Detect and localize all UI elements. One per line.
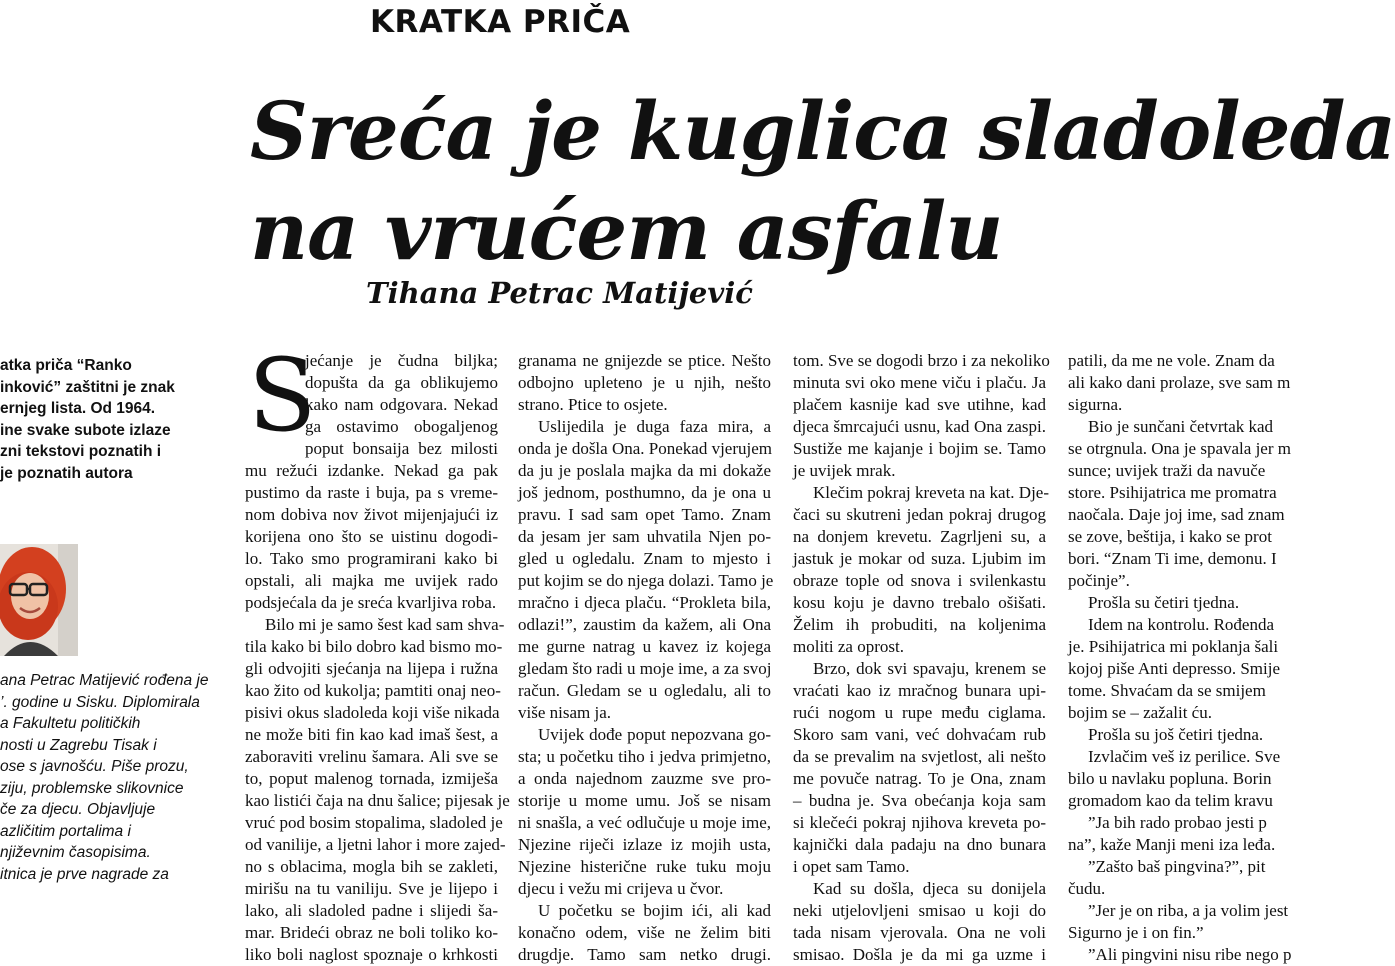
article-line: Sigurno je i on fin.” [1068,923,1204,942]
drop-cap: S [248,337,317,454]
article-line: ”Ja bih rado probao jesti p [1088,813,1267,832]
article-line: odbojno upleteno je u njih, nešto [518,373,771,392]
article-line: U početku se bojim ići, ali kad [538,901,771,920]
article-line: se otrgnula. Ona je spavala jer m [1068,439,1291,458]
article-line: Sustiže me kajanje i bojim se. Tamo [793,439,1046,458]
article-line: da ju je poslala majka da mi dokaže [518,461,771,480]
author-photo [0,544,78,656]
article-line: gledam što radi u moje ime, a za svoj [518,659,772,678]
article-line: kojoj piše Anti depresso. Smije [1068,659,1281,678]
article-line: to, poput malenog tornada, izmiješa [245,769,498,788]
article-line: pustimo da raste i buja, pa s vreme- [245,483,498,502]
article-line: liko boli naglost spoznaje o krhkosti [245,945,498,964]
article-line: Bio je sunčani četvrtak kad [1088,417,1274,436]
article-line: Njezine riječi izlaze iz mojih usta, [518,835,771,854]
article-line: kao listići čaja na dnu šalice; pijesak je [245,791,510,810]
article-line: mirišu na tu vaniliju. Sve je lijepo i [245,879,498,898]
article-line: obraze tople od snova i svilenkastu [793,571,1046,590]
article-line: strano. Ptice to osjete. [518,395,668,414]
article-line: mu režući izdanke. Nekad ga pak [245,461,498,480]
article-line: me gurne natrag u kavez iz kojega [518,637,771,656]
article-line: Njezine histerične ruke tuku moju [518,857,771,876]
article-line: moliti za oprost. [793,637,904,656]
author-bio-line: nosti u Zagrebu Tisak i [0,736,157,754]
article-line: granama ne gnijezde se ptice. Nešto [518,351,771,370]
article-line: bilo u navlaku popluna. Borin [1068,769,1272,788]
article-line: a onda najednom zauzme sve pro- [518,769,771,788]
article-line: zaboraviti vrelinu šamara. Ali sve se [245,747,498,766]
article-line: račun. Gledam se u ogledalu, ali to [518,681,771,700]
article-line: korijena ono što se uistinu dogodi- [245,527,498,546]
article-line: još jednom, posthumno, da je ona u [518,483,771,502]
article-column-2 [518,350,774,966]
article-line: Brzo, dok svi spavaju, krenem se [813,659,1046,678]
author-bio-line: če za djecu. Objavljuje [0,801,156,818]
article-line: gled u ogledalu. Znam to mjesto i [518,549,771,568]
article-line: pisivi okus sladoleda koji više nikada [245,703,500,722]
article-line: od vanilije, a ljetni lahor i more zajed- [245,835,506,854]
article-line: gromadom kao da telim kravu [1068,791,1273,810]
article-line: store. Psihijatrica me promatra [1068,483,1277,502]
article-line: si klečeći pokraj njihova kreveta po- [793,813,1046,832]
article-line: naočala. Daje joj ime, sad znam [1068,505,1285,524]
author-portrait-image [0,544,78,656]
article-line: onda je došla Ona. Ponekad vjerujem [518,439,772,458]
article-line: patili, da me ne vole. Znam da [1068,351,1275,370]
article-line: ali kako dani prolaze, sve sam m [1068,373,1291,392]
article-line: tom. Sve se dogodi brzo i za nekoliko [793,351,1050,370]
article-line: sta; u početku tiho i jedva primjetno, [518,747,771,766]
article-line: smisao. Došla je da mi ga uzme i [793,945,1046,964]
article-line: mar. Brideći obraz ne boli toliko ko- [245,923,498,942]
article-line: Prošla su još četiri tjedna. [1088,725,1264,744]
article-line: sigurna. [1068,395,1123,414]
section-label: KRATKA PRIČA [370,4,631,40]
author-bio-line: itnica je prve nagrade za [0,865,169,883]
article-line: opstali, ali majka me uvijek rado [245,571,498,590]
article-line: poput bonsaija bez milosti [305,439,498,458]
article-line: je uvijek mrak. [793,461,896,480]
article-line: kako nam odgovara. Nekad [305,395,498,414]
article-line: i opet sam Tamo. [793,857,910,876]
article-line: vruć pod bosim stopalima, sladoled je [245,813,503,832]
sidebar-intro-line: ernjeg lista. Od 1964. [0,400,156,417]
article-line: put kojim se do njega dolazi. Tamo je [518,571,774,590]
author-bio-line: ’. godine u Sisku. Diplomirala [0,693,200,711]
article-line: djecu i vežu mi crijeva u čvor. [518,879,724,898]
article-line: da jesam jer sam uhvatila Njen po- [518,527,771,546]
article-line: jastuk je mokar od suza. Ljubim im [793,549,1046,568]
article-line: sunce; uvijek traži da navuče [1068,461,1266,480]
article-line: kajnički dala padaju na dno bunara [793,835,1046,854]
article-line: ga ostavimo obogaljenog [305,417,498,436]
author-bio-line: njiževnim časopisima. [0,844,151,861]
sidebar-intro-line: je poznatih autora [0,464,133,482]
article-line: dopušta da ga oblikujemo [305,373,498,392]
article-line: Idem na kontrolu. Rođenda [1088,615,1275,634]
article-line: ”Zašto baš pingvina?”, pit [1088,857,1266,876]
article-line: bori. “Znam Ti ime, demonu. I [1068,549,1277,568]
article-line: Skoro sam vani, već dohvaćam rub [793,725,1046,744]
author-bio-line: ziju, problemske slikovnice [0,779,184,797]
article-line: ”Ali pingvini nisu ribe nego p [1088,945,1292,964]
sidebar-intro [0,355,205,484]
headline-line-2: na vrućem asfalu [250,184,1003,278]
article-line: storije u mome umu. Još se nisam [518,791,771,810]
article-line: čudu. [1068,879,1106,898]
article-line: neki utjelovljeni smisao u koji do [793,901,1046,920]
article-line: djeca šmrcajući usnu, kad Ona zaspi. [793,417,1046,436]
article-line: Želim ih probuditi, na koljenima [793,615,1046,634]
article-line: vraćati kao iz mračnog bunara upi- [793,681,1046,700]
article-line: no s oblacima, mogla bih se zakleti, [245,857,498,876]
article-line: drugdje. Tamo sam netko drugi. [518,945,771,964]
article-column-3 [793,350,1050,966]
article-line: jećanje je čudna biljka; [305,351,498,370]
article-line: minuta svi oko mene viču i plaču. Ja [793,373,1046,392]
author-bio-line: azličitim portalima i [0,822,131,840]
article-line: Uslijedila je duga faza mira, a [538,417,771,436]
article-line: Uvijek dođe poput nepozvana go- [538,725,771,744]
article-line: Klečim pokraj kreveta na kat. Dje- [813,483,1050,502]
article-line: lako, ali sladoled padne i slijedi ša- [245,901,498,920]
article-line: Izvlačim veš iz perilice. Sve [1088,747,1281,766]
author-bio [0,670,209,885]
article-line: kosu koju je davno trebalo ošišati. [793,593,1046,612]
article-line: lo. Tako smo programirani kako bi [245,549,498,568]
article-line: Prošla su četiri tjedna. [1088,593,1240,612]
article-line: me povuče natrag. To je Ona, znam [793,769,1046,788]
article-line: plačem kasnije kad sve utihne, kad [793,395,1046,414]
article-line: ne može biti fin kao kad imaš šest, a [245,725,498,744]
article-line: da se prevalim na svjetlost, ali nešto [793,747,1046,766]
author-bio-line: ose s javnošću. Piše prozu, [0,758,189,775]
sidebar-intro-line: inković” zaštitni je znak [0,378,175,396]
article-line: tila kako bi bilo dobro kad bismo mo- [245,637,503,656]
article-line: tome. Shvaćam da se smijem [1068,681,1266,700]
article-line: podsjećala da je sreća kvarljiva roba. [245,593,497,612]
article-line: se zove, beštija, i kako se prot [1068,527,1272,546]
sidebar-intro-line: ine svake subote izlaze [0,421,171,439]
article-column-1 [245,350,510,966]
headline-line-1: Sreća je kuglica sladoleda [250,84,1395,178]
article-line: ”Jer je on riba, a ja volim jest [1088,901,1289,920]
article-line: konačno odem, više ne želim biti [518,923,771,942]
article-line: na donjem krevetu. Zagrljeni su, a [793,527,1046,546]
article-line: – budna je. Sva obećanja koja sam [793,791,1046,810]
article-line: odlazi!”, zaustim da kažem, ali Ona [518,615,771,634]
article-line: bojim se – zažalit ću. [1068,703,1212,722]
article-line: više nisam ja. [518,703,612,722]
article-line: počinje”. [1068,571,1130,590]
article-line: tada nisam vjerovala. Ona ne voli [793,923,1046,942]
sidebar-intro-line: atka priča “Ranko [0,357,132,374]
author-byline: Tihana Petrac Matijević [366,276,753,310]
article-line: na”, kaže Manji meni iza leđa. [1068,835,1276,854]
article-line: pravu. I sad sam opet Tamo. Znam [518,505,771,524]
author-bio-line: ana Petrac Matijević rođena je [0,672,209,689]
article-line: je. Psihijatrica mi poklanja šali [1068,637,1279,656]
article-line: Bilo mi je samo šest kad sam shva- [265,615,505,634]
sidebar-intro-line: zni tekstovi poznatih i [0,443,162,460]
article-line: mračno i djeca plaču. “Prokleta bila, [518,593,771,612]
article-line: čaci su skutreni jedan pokraj drugog [793,505,1046,524]
article-line: ni snašla, a već odlučuje u moje ime, [518,813,771,832]
article-line: Kad su došla, djeca su donijela [813,879,1046,898]
article-line: nom dobiva nov život mijenjajući iz [245,505,498,524]
article-line: rući nogom u rupe među ciglama. [793,703,1046,722]
article-line: gli odvojiti sjećanja na lijepa i ružna [245,659,498,678]
author-bio-line: a Fakultetu političkih [0,715,141,732]
article-column-4 [1068,350,1292,966]
article-line: kao žito od kukolja; pamtiti onaj neo- [245,681,501,700]
